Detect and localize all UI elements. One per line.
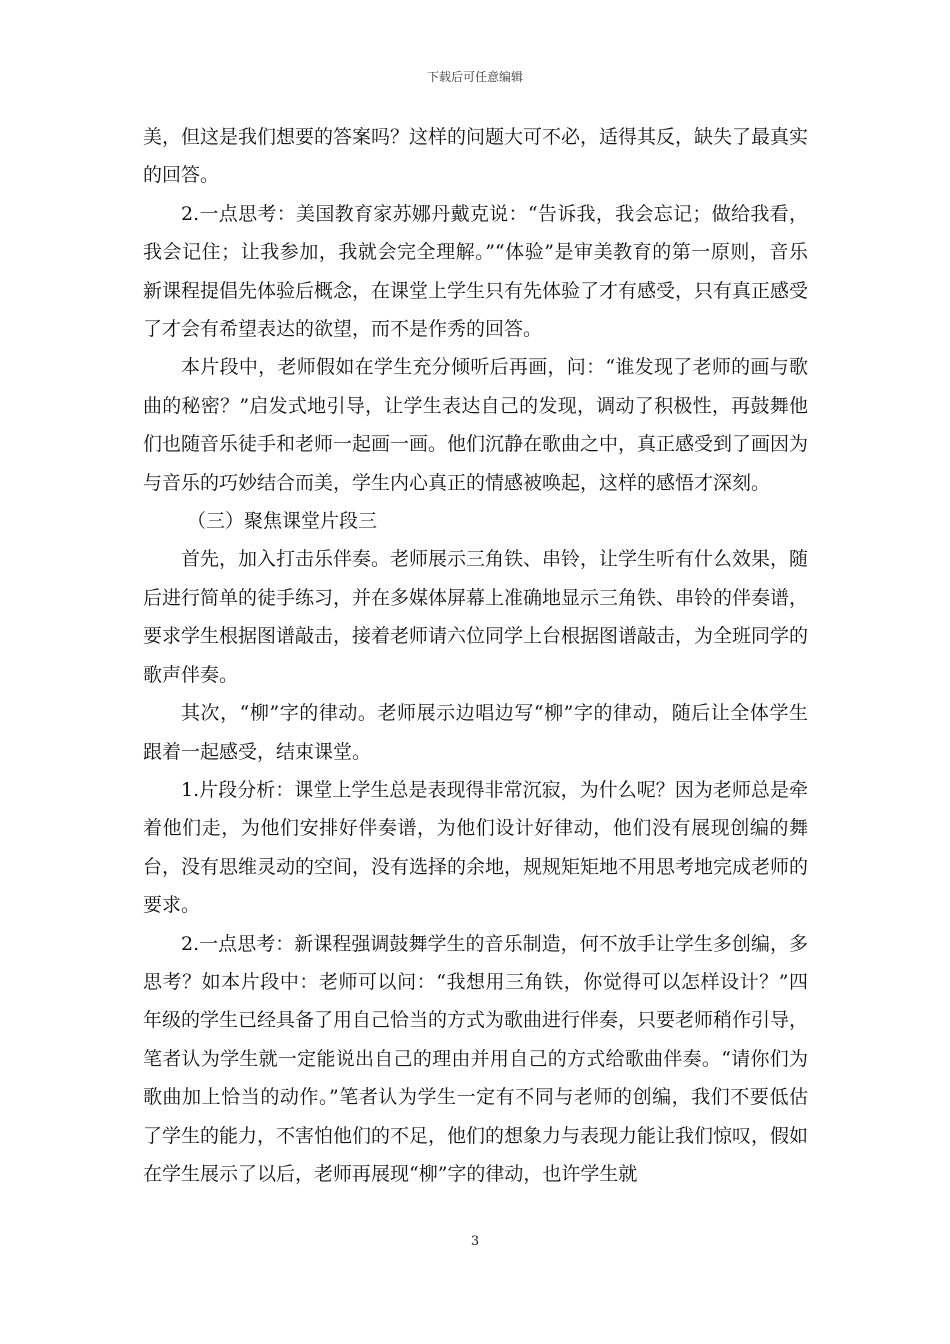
paragraph-reflection-1: 2.一点思考：美国教育家苏娜丹戴克说：“告诉我，我会忘记；做给我看，我会记住；让我参加，我就会完全理解。”“体验”是审美教育的第一原则，音乐新课程提倡先体验后概念，在课堂上学生只有先体验了才有感受，只有真正感受了才会有希望表达的欲望，而不是作秀的回答。 [143, 202, 809, 341]
paragraph-second: 其次，“柳”字的律动。老师展示边唱边写“柳”字的律动，随后让全体学生跟着一起感受，结束课堂。 [143, 702, 808, 763]
paragraph-analysis: 1.片段分析：课堂上学生总是表现得非常沉寂，为什么呢？因为老师总是牵着他们走，为他们安排好伴奏谱，为他们设计好律动，他们没有展现创编的舞台，没有思维灵动的空间，没有选择的余地，规规矩矩地不用思考地完成老师的要求。 [143, 778, 809, 917]
paragraph-segment-note: 本片段中，老师假如在学生充分倾听后再画，问：“谁发现了老师的画与歌曲的秘密？”启发式地引导，让学生表达自己的发现，调动了积极性，再鼓舞他们也随音乐徒手和老师一起画一画。他们沉静在歌曲之中，真正感受到了画因为与音乐的巧妙结合而美，学生内心真正的情感被唤起，这样的感悟才深刻。 [143, 356, 809, 494]
document-body [143, 118, 808, 1193]
paragraph-first: 首先，加入打击乐伴奏。老师展示三角铁、串铃，让学生听有什么效果，随后进行简单的徒手练习，并在多媒体屏幕上准确地显示三角铁、串铃的伴奏谱，要求学生根据图谱敲击，接着老师请六位同学上台根据图谱敲击，为全班同学的歌声伴奏。 [143, 548, 809, 686]
paragraph-continuation: 美，但这是我们想要的答案吗？这样的问题大可不必，适得其反，缺失了最真实的回答。 [143, 126, 809, 187]
section-heading: （三）聚焦课堂片段三 [187, 510, 378, 533]
page-number: 3 [470, 1234, 480, 1249]
page-header: 下载后可任意编辑 [426, 70, 523, 84]
paragraph-reflection-2: 2.一点思考：新课程强调鼓舞学生的音乐制造，何不放手让学生多创编，多思考？如本片段中：老师可以问：“我想用三角铁，你觉得可以怎样设计？”四年级的学生已经具备了用自己恰当的方式为歌曲进行伴奏，只要老师稍作引导，笔者认为学生就一定能说出自己的理由并用自己的方式给歌曲伴奏。“请你们为歌曲加上恰当的动作。”笔者认为学生一定有不同与老师的创编，我们不要低估了学生的能力，不害怕他们的不足，他们的想象力与表现力能让我们惊叹，假如在学生展示了以后，老师再展现“柳”字的律动，也许学生就 [143, 932, 809, 1185]
